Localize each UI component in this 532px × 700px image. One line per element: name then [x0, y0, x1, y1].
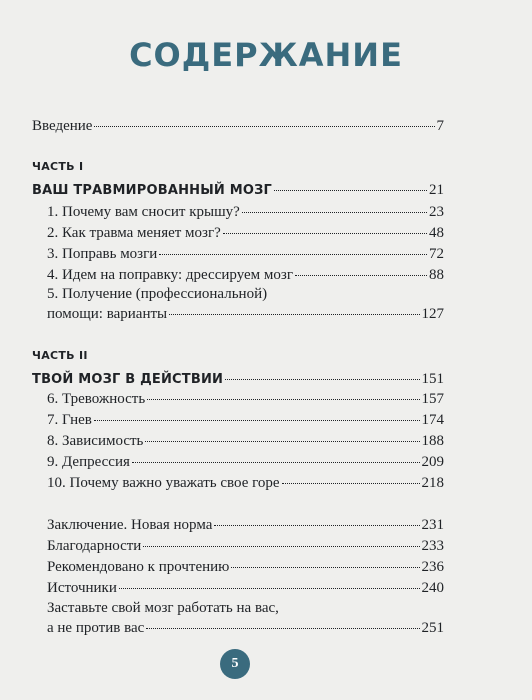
entry-page: 251 — [421, 620, 444, 636]
page-title: СОДЕРЖАНИЕ — [129, 36, 403, 74]
entry-label: 1. Почему вам сносит крышу? — [47, 204, 240, 220]
entry-label: Благодарности — [47, 538, 142, 554]
toc-entry-chapter-1 — [47, 203, 444, 221]
dot-leader — [159, 254, 427, 255]
entry-page: 88 — [429, 267, 444, 283]
entry-label: Введение — [32, 118, 93, 134]
toc-entry-chapter-9 — [47, 453, 444, 471]
entry-label: 10. Почему важно уважать свое горе — [47, 475, 280, 491]
toc-entry-acknowledgements — [47, 537, 444, 555]
toc-entry-chapter-3 — [47, 245, 444, 263]
entry-label: 6. Тревожность — [47, 391, 146, 407]
dot-leader — [145, 441, 419, 442]
dot-leader — [214, 525, 419, 526]
toc-entry-chapter-5-line-1: 5. Получение (профессиональной) — [47, 286, 268, 302]
toc-entry-recommended-reading — [47, 558, 444, 576]
toc-entry-chapter-10 — [47, 474, 444, 492]
dot-leader — [143, 546, 419, 547]
toc-entry-chapter-6 — [47, 390, 444, 408]
dot-leader — [274, 190, 427, 191]
part-2-title — [32, 370, 444, 389]
entry-page: 231 — [421, 517, 444, 533]
entry-label: Заключение. Новая норма — [47, 517, 213, 533]
entry-label: 4. Идем на поправку: дрессируем мозг — [47, 267, 293, 283]
entry-label: 9. Депрессия — [47, 454, 130, 470]
entry-label: помощи: варианты — [47, 306, 168, 322]
entry-page: 209 — [421, 454, 444, 470]
dot-leader — [242, 212, 427, 213]
part-1-label: ЧАСТЬ I — [32, 160, 84, 173]
toc-entry-last — [47, 619, 444, 637]
dot-leader — [94, 126, 434, 127]
entry-page: 218 — [421, 475, 444, 491]
entry-page: 7 — [436, 118, 444, 134]
toc-entry-chapter-2 — [47, 224, 444, 242]
part-title-text: ВАШ ТРАВМИРОВАННЫЙ МОЗГ — [32, 183, 273, 198]
dot-leader — [231, 567, 419, 568]
toc-entry-intro — [32, 117, 444, 135]
dot-leader — [132, 462, 420, 463]
dot-leader — [169, 314, 419, 315]
page-number-badge: 5 — [220, 649, 250, 679]
part-title-text: ТВОЙ МОЗГ В ДЕЙСТВИИ — [32, 372, 224, 387]
entry-page: 72 — [429, 246, 444, 262]
part-1-title — [32, 181, 444, 200]
entry-page: 236 — [421, 559, 444, 575]
entry-label: 8. Зависимость — [47, 433, 144, 449]
dot-leader — [119, 588, 420, 589]
dot-leader — [223, 233, 427, 234]
dot-leader — [295, 275, 427, 276]
entry-page: 174 — [421, 412, 444, 428]
entry-label: Источники — [47, 580, 117, 596]
entry-page: 21 — [429, 182, 444, 198]
toc-entry-chapter-5 — [47, 305, 444, 323]
dot-leader — [282, 483, 420, 484]
entry-page: 240 — [421, 580, 444, 596]
entry-page: 127 — [421, 306, 444, 322]
entry-label: Рекомендовано к прочтению — [47, 559, 230, 575]
entry-label: 3. Поправь мозги — [47, 246, 158, 262]
dot-leader — [146, 628, 419, 629]
dot-leader — [147, 399, 419, 400]
entry-page: 151 — [421, 371, 444, 387]
entry-label: 7. Гнев — [47, 412, 92, 428]
entry-page: 157 — [421, 391, 444, 407]
entry-label: а не против вас — [47, 620, 145, 636]
dot-leader — [94, 420, 420, 421]
entry-label: 2. Как травма меняет мозг? — [47, 225, 221, 241]
toc-entry-chapter-8 — [47, 432, 444, 450]
part-2-label: ЧАСТЬ II — [32, 349, 88, 362]
toc-entry-chapter-7 — [47, 411, 444, 429]
toc-entry-last-line-1: Заставьте свой мозг работать на вас, — [47, 600, 279, 616]
toc-entry-sources — [47, 579, 444, 597]
entry-page: 188 — [421, 433, 444, 449]
entry-page: 48 — [429, 225, 444, 241]
entry-page: 233 — [421, 538, 444, 554]
toc-entry-conclusion — [47, 516, 444, 534]
toc-entry-chapter-4 — [47, 266, 444, 284]
dot-leader — [225, 379, 419, 380]
entry-page: 23 — [429, 204, 444, 220]
